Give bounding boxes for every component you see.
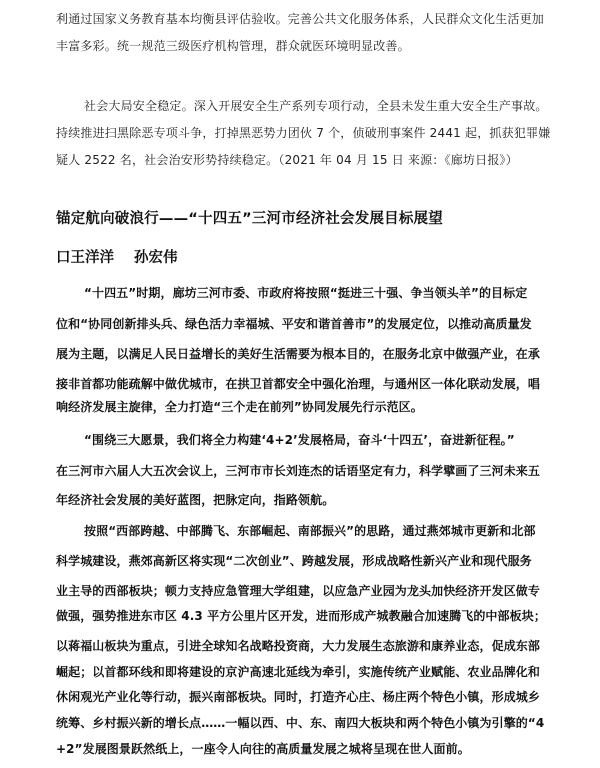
text-line: 以蒋福山板块为重点，引进全球知名战略投资商，大力发展生态旅游和康养业态，促成东部 (56, 639, 541, 653)
text-line: 疑人 2522 名，社会治安形势持续稳定。（2021 年 04 月 15 日 来源：《廊坊日报》） (56, 153, 518, 167)
text-line: 持续推进扫黑除恶专项斗争，打掉黑恶势力团伙 7 个，侦破刑事案件 2441 起，抓获犯罪嫌 (56, 126, 551, 140)
text-line: 社会大局安全稳定。深入开展安全生产系列专项行动，全县未发生重大安全生产事故。 (84, 99, 548, 113)
text-line: 响经济发展主旋律，全力打造“三个走在前列”协同发展先行示范区。 (56, 400, 423, 414)
quote-line: “围绕三大愿景，我们将全力构建‘4+2’发展格局，奋斗‘十四五’，奋进新征程。” (84, 433, 515, 447)
text-line: +2”发展图景跃然纸上，一座令人向往的高质量发展之城将呈现在世人面前。 (56, 742, 470, 756)
text-line: 按照“西部跨越、中部腾飞、东部崛起、南部振兴”的思路，通过燕郊城市更新和北部 (84, 524, 536, 538)
text-line: 在三河市六届人大五次会议上，三河市市长刘连杰的话语坚定有力，科学擘画了三河未来五 (56, 464, 541, 478)
text-line: 业主导的西部板块；顿力支持应急管理大学组建，以应急产业园为龙头加快经济开发区做专 (56, 584, 541, 598)
article-title: 锚定航向破浪行——“十四五”三河市经济社会发展目标展望 (56, 211, 443, 227)
text-line: 位和“协同创新排头兵、绿色活力幸福城、平安和谐首善市”的发展定位，以推动高质量发 (56, 317, 532, 331)
text-line: 展为主题，以满足人民日益增长的美好生活需要为根本目的，在服务北京中做强产业，在承 (56, 347, 541, 361)
text-line: 统筹、乡村振兴新的增长点……一幅以西、中、东、南四大板块和两个特色小镇为引擎的“4 (56, 716, 545, 730)
text-line: 接非首都功能疏解中做优城市，在拱卫首都安全中强化治理，与通州区一体化联动发展，唱 (56, 377, 541, 391)
text-line: “十四五”时期，廊坊三河市委、市政府将按照“挺进三十强、争当领头羊”的目标定 (84, 286, 528, 300)
text-line: 利通过国家义务教育基本均衡县评估验收。完善公共文化服务体系，人民群众文化生活更加 (56, 12, 545, 26)
text-line: 做强，强势推进东市区 4.3 平方公里片区开发，进而形成产城教融合加速腾飞的中部板块； (56, 609, 546, 623)
text-line: 丰富多彩。统一规范三级医疗机构管理，群众就医环境明显改善。 (56, 39, 410, 53)
text-line: 科学城建设，燕郊高新区将实现“二次创业”、跨越发展，形成战略性新兴产业和现代服务 (56, 554, 532, 568)
author-name: 口王洋洋 (56, 250, 114, 266)
text-line: 年经济社会发展的美好蓝图，把脉定向，指路领航。 (56, 493, 335, 507)
text-line: 崛起；以首都环线和即将建设的京沪高速北延线为牵引，实施传统产业赋能、农业品牌化和 (56, 665, 541, 679)
article-byline (56, 246, 178, 267)
author-name: 孙宏伟 (134, 250, 178, 266)
text-line: 休闲观光产业化等行动，振兴南部板块。同时，打造齐心庄、杨庄两个特色小镇，形成城乡 (56, 690, 541, 704)
